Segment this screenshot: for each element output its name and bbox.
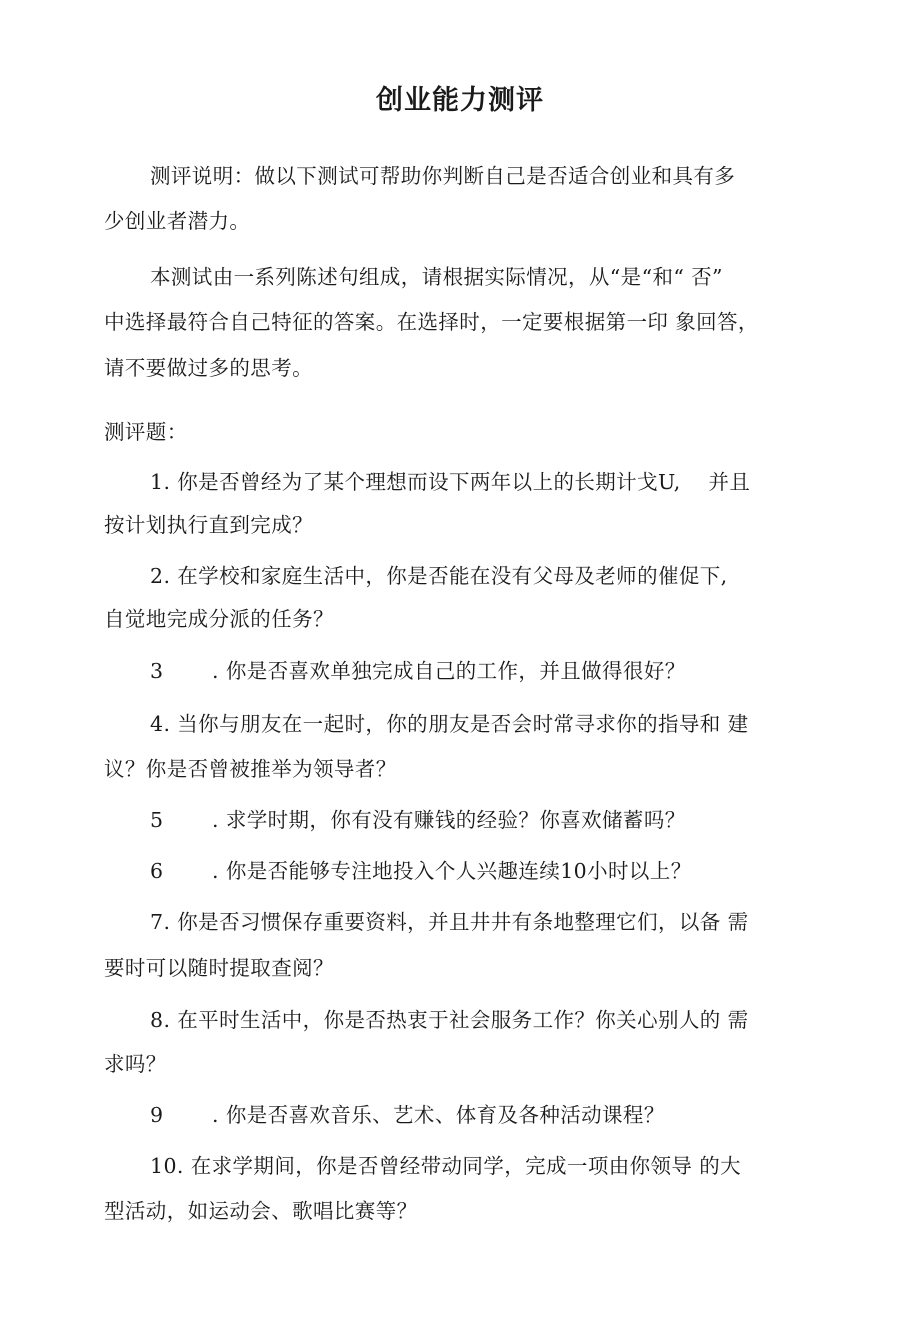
instructions-line-1: 本测试由一系列陈述句组成，请根据实际情况，从“是“和“ 否” <box>150 265 723 289</box>
question-7 <box>150 908 749 936</box>
question-text: . 你是否习惯保存重要资料，并且井井有条地整理它们，以备 需 <box>163 910 749 934</box>
question-1 <box>150 468 750 496</box>
question-1-continuation: 按计划执行直到完成？ <box>104 513 313 537</box>
instructions-line-2: 中选择最符合自己特征的答案。在选择时，一定要根据第一印 象回答， <box>104 310 759 334</box>
question-text: . 求学时期，你有没有赚钱的经验？你喜欢储蓄吗？ <box>212 808 686 832</box>
question-text: . 当你与朋友在一起时，你的朋友是否会时常寻求你的指导和 建 <box>163 712 749 736</box>
document-title: 创业能力测评 <box>376 85 544 116</box>
question-8-continuation: 求吗？ <box>104 1052 167 1076</box>
intro-line-2: 少创业者潜力。 <box>104 209 251 233</box>
question-text: . 你是否能够专注地投入个人兴趣连续10小时以上？ <box>212 859 692 883</box>
question-number: 8 <box>150 1008 164 1032</box>
question-text: . 你是否喜欢音乐、艺术、体育及各种活动课程？ <box>212 1103 665 1127</box>
question-9 <box>150 1101 665 1129</box>
question-10 <box>150 1152 741 1180</box>
question-text: . 在求学期间，你是否曾经带动同学，完成一项由你领导 的大 <box>176 1154 742 1178</box>
question-number: 10 <box>150 1154 177 1178</box>
question-6 <box>150 857 692 885</box>
instructions-line-3: 请不要做过多的思考。 <box>104 356 313 380</box>
question-7-continuation: 要时可以随时提取查阅？ <box>104 956 334 980</box>
question-3 <box>150 657 686 685</box>
question-text: . 你是否曾经为了某个理想而设下两年以上的长期计戈U, 并且 <box>163 470 751 494</box>
question-4-continuation: 议？你是否曾被推举为领导者？ <box>104 757 397 781</box>
question-number: 6 <box>150 859 164 883</box>
section-label: 测评题： <box>104 420 188 444</box>
question-number: 7 <box>150 910 164 934</box>
question-2-continuation: 自觉地完成分派的任务？ <box>104 607 334 631</box>
question-number: 5 <box>150 808 164 832</box>
intro-line-1: 测评说明：做以下测试可帮助你判断自己是否适合创业和具有多 <box>150 164 736 188</box>
question-5 <box>150 806 686 834</box>
question-8 <box>150 1006 749 1034</box>
question-text: . 你是否喜欢单独完成自己的工作，并且做得很好？ <box>212 659 686 683</box>
question-number: 3 <box>150 659 164 683</box>
question-4 <box>150 710 749 738</box>
question-number: 2 <box>150 564 164 588</box>
question-number: 9 <box>150 1103 164 1127</box>
question-text: . 在平时生活中，你是否热衷于社会服务工作？你关心别人的 需 <box>163 1008 749 1032</box>
question-number: 1 <box>150 470 164 494</box>
question-10-continuation: 型活动，如运动会、歌唱比赛等？ <box>104 1199 418 1223</box>
question-2 <box>150 562 728 590</box>
question-number: 4 <box>150 712 164 736</box>
question-text: . 在学校和家庭生活中，你是否能在没有父母及老师的催促下, <box>163 564 728 588</box>
